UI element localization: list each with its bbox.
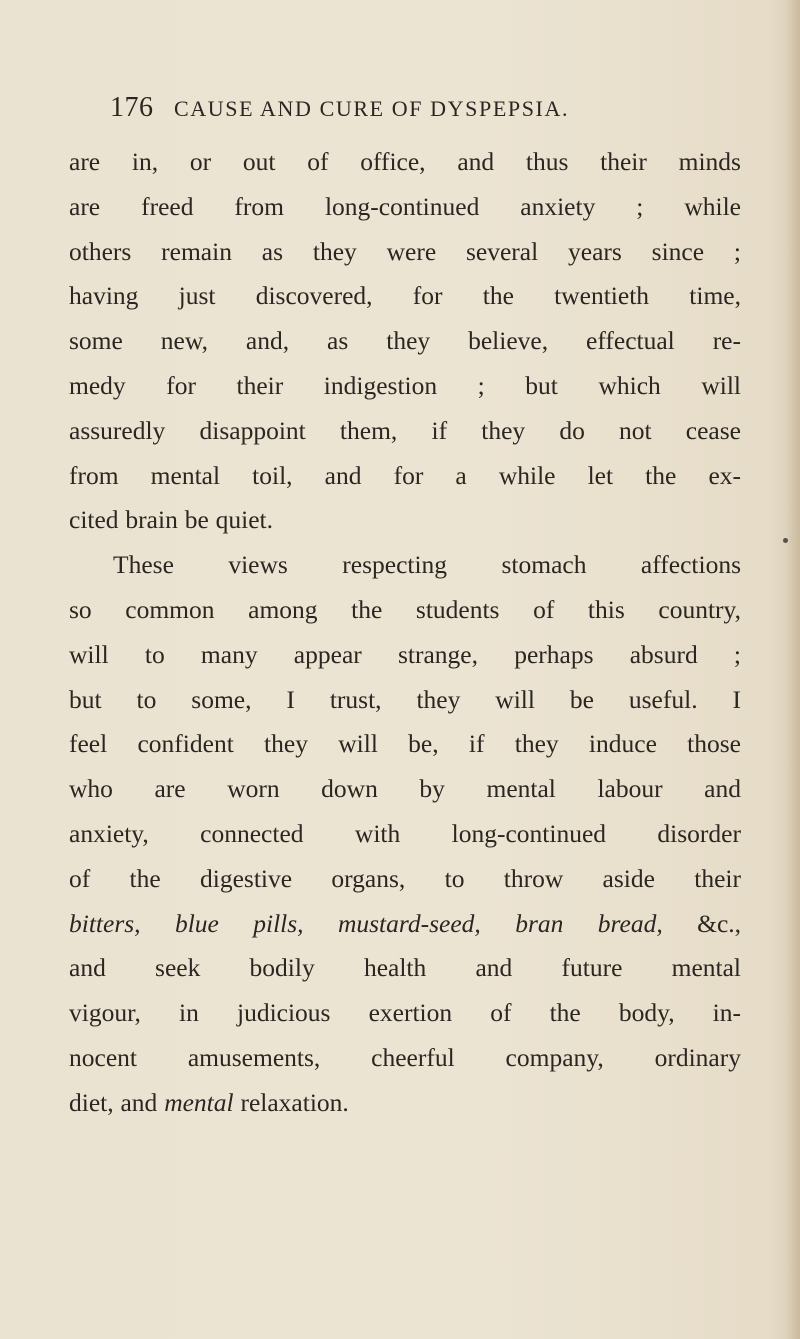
body-text (69, 140, 741, 1126)
text-line: are freed from long-continued anxiety ; while (69, 191, 741, 221)
page-number: 176 (110, 92, 154, 123)
text-line: of the digestive organs, to throw aside their (69, 863, 741, 893)
text-line: nocent amusements, cheerful company, ordinary (69, 1042, 741, 1072)
text-line: from mental toil, and for a while let the ex- (69, 460, 741, 490)
text-line: who are worn down by mental labour and (69, 774, 741, 804)
paragraph-start-line: These views respecting stomach affections (113, 550, 741, 580)
page-header (110, 92, 670, 132)
text-line: feel confident they will be, if they induce those (69, 729, 741, 759)
text-line: cited brain be quiet. (69, 505, 274, 535)
italic-text: mustard-seed, (337, 908, 481, 938)
text-fragment: &c., (697, 908, 742, 938)
text-line: assuredly disappoint them, if they do not cease (69, 415, 741, 445)
text-line: some new, and, as they believe, effectual re- (69, 326, 741, 356)
text-line: anxiety, connected with long-continued disorder (69, 818, 741, 848)
running-head: CAUSE AND CURE OF DYSPEPSIA. (174, 96, 570, 121)
italic-text: bran bread, (515, 908, 663, 938)
italic-text: bitters, (69, 908, 141, 938)
text-line: medy for their indigestion ; but which will (69, 370, 741, 400)
text-line: but to some, I trust, they will be useful. I (69, 684, 741, 714)
page-edge-shadow (786, 0, 800, 1339)
text-line: having just discovered, for the twentieth time, (69, 281, 741, 311)
text-line: so common among the students of this country, (69, 594, 741, 624)
text-line: others remain as they were several years since ; (69, 236, 741, 266)
text-line: vigour, in judicious exertion of the body, in- (69, 998, 741, 1028)
text-fragment: relaxation. (240, 1087, 349, 1117)
text-line: are in, or out of office, and thus their minds (69, 147, 741, 176)
margin-mark (783, 538, 788, 543)
last-text-line (69, 1081, 741, 1126)
text-fragment: diet, and (69, 1087, 158, 1117)
text-line: and seek bodily health and future mental (69, 953, 741, 983)
text-line-with-italics (69, 902, 741, 947)
italic-text: blue pills, (174, 908, 304, 938)
text-line: will to many appear strange, perhaps absurd ; (69, 639, 741, 669)
italic-text: mental (164, 1087, 234, 1117)
